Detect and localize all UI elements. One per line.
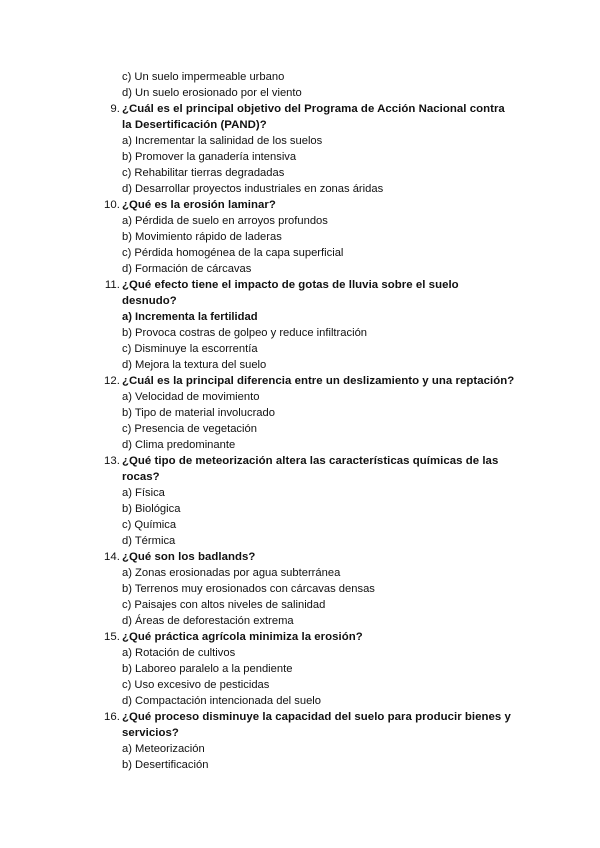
option-b: b) Provoca costras de golpeo y reduce infiltración xyxy=(122,327,368,339)
question-11 xyxy=(104,277,516,373)
question-15 xyxy=(104,629,516,709)
option-d: d) Áreas de deforestación extrema xyxy=(122,615,294,627)
question-10 xyxy=(104,197,516,277)
question-12 xyxy=(104,373,516,453)
option-c: c) Uso excesivo de pesticidas xyxy=(122,679,270,691)
question-heading xyxy=(104,277,516,309)
question-16 xyxy=(104,709,516,773)
question-number: 10. xyxy=(104,199,120,211)
option-d: d) Formación de cárcavas xyxy=(122,263,252,275)
option-d: d) Desarrollar proyectos industriales en zonas áridas xyxy=(122,183,384,195)
option-a: a) Velocidad de movimiento xyxy=(122,391,260,403)
option-b: b) Terrenos muy erosionados con cárcavas densas xyxy=(122,583,375,595)
option-b: b) Tipo de material involucrado xyxy=(122,407,275,419)
option-a: a) Física xyxy=(122,487,165,499)
question-heading xyxy=(104,453,516,485)
option-a: a) Rotación de cultivos xyxy=(122,647,236,659)
question-number: 12. xyxy=(104,375,120,387)
question-text: ¿Qué tipo de meteorización altera las características químicas de las rocas? xyxy=(122,455,499,483)
question-9 xyxy=(104,101,516,197)
question-heading xyxy=(104,373,516,389)
option-b: b) Movimiento rápido de laderas xyxy=(122,231,282,243)
question-number: 11. xyxy=(104,279,120,291)
option-b: b) Promover la ganadería intensiva xyxy=(122,151,297,163)
option-a: a) Incrementa la fertilidad xyxy=(122,311,258,323)
option-c: c) Un suelo impermeable urbano xyxy=(122,71,285,83)
option-d: d) Clima predominante xyxy=(122,439,236,451)
question-text: ¿Qué práctica agrícola minimiza la erosión? xyxy=(122,631,363,643)
option-a: a) Pérdida de suelo en arroyos profundos xyxy=(122,215,328,227)
option-b: b) Biológica xyxy=(122,503,181,515)
question-number: 13. xyxy=(104,455,120,467)
option-d: d) Térmica xyxy=(122,535,176,547)
question-text: ¿Qué son los badlands? xyxy=(122,551,256,563)
option-c: c) Paisajes con altos niveles de salinidad xyxy=(122,599,326,611)
option-c: c) Disminuye la escorrentía xyxy=(122,343,258,355)
question-heading xyxy=(104,549,516,565)
option-b: b) Laboreo paralelo a la pendiente xyxy=(122,663,293,675)
option-c: c) Pérdida homogénea de la capa superficial xyxy=(122,247,344,259)
question-heading xyxy=(104,101,516,133)
question-list xyxy=(104,69,516,773)
question-heading xyxy=(104,197,516,213)
question-text: ¿Qué efecto tiene el impacto de gotas de lluvia sobre el suelo desnudo? xyxy=(122,279,459,307)
question-number: 16. xyxy=(104,711,120,723)
option-c: c) Química xyxy=(122,519,177,531)
question-number: 14. xyxy=(104,551,120,563)
question-number: 9. xyxy=(110,103,120,115)
option-c: c) Rehabilitar tierras degradadas xyxy=(122,167,285,179)
question-text: ¿Cuál es la principal diferencia entre un deslizamiento y una reptación? xyxy=(122,375,515,387)
option-a: a) Incrementar la salinidad de los suelos xyxy=(122,135,323,147)
question-8-tail xyxy=(104,69,516,101)
option-d: d) Mejora la textura del suelo xyxy=(122,359,267,371)
question-text: ¿Qué es la erosión laminar? xyxy=(122,199,276,211)
option-d: d) Un suelo erosionado por el viento xyxy=(122,87,302,99)
question-number: 15. xyxy=(104,631,120,643)
question-text: ¿Qué proceso disminuye la capacidad del suelo para producir bienes y servicios? xyxy=(122,711,511,739)
option-d: d) Compactación intencionada del suelo xyxy=(122,695,322,707)
option-c: c) Presencia de vegetación xyxy=(122,423,257,435)
question-text: ¿Cuál es el principal objetivo del Programa de Acción Nacional contra la Desertificación (PAND)? xyxy=(122,103,505,131)
option-b: b) Desertificación xyxy=(122,759,209,771)
option-a: a) Zonas erosionadas por agua subterránea xyxy=(122,567,341,579)
question-13 xyxy=(104,453,516,549)
question-heading xyxy=(104,709,516,741)
option-a: a) Meteorización xyxy=(122,743,205,755)
question-heading xyxy=(104,629,516,645)
question-14 xyxy=(104,549,516,629)
